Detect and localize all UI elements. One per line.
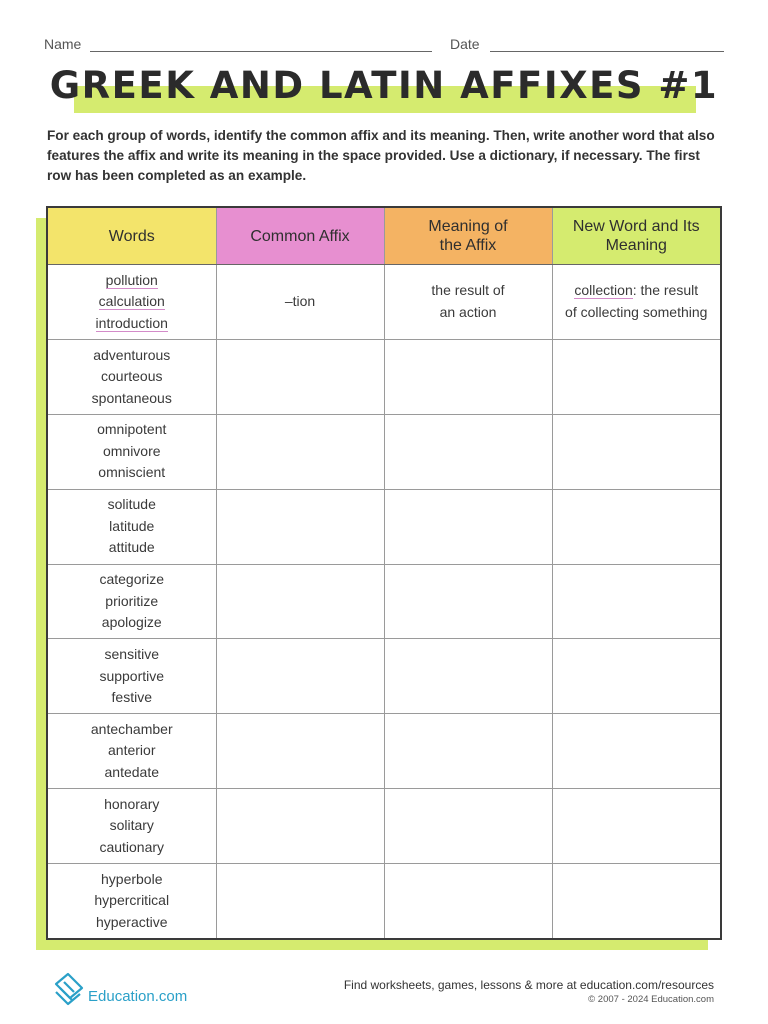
header-common-affix: Common Affix — [216, 207, 384, 265]
meaning-line: the result of — [431, 282, 505, 299]
meaning-line: an action — [439, 303, 497, 320]
word: hypercritical — [94, 892, 170, 909]
name-date-row — [44, 36, 724, 56]
header-words: Words — [47, 207, 216, 265]
word: solitary — [109, 817, 154, 834]
word: anterior — [108, 742, 156, 759]
header-meaning-text: Meaning of the Affix — [428, 218, 508, 254]
word: spontaneous — [91, 389, 172, 406]
word: omnipotent — [97, 421, 167, 438]
words-cell — [47, 265, 216, 340]
table-row — [47, 564, 721, 639]
footer-tagline[interactable]: Find worksheets, games, lessons & more at education.com/resources — [343, 978, 714, 992]
word: pollution — [105, 271, 158, 288]
table-row — [47, 789, 721, 864]
new-word-cell[interactable] — [552, 564, 721, 639]
affix-cell[interactable] — [216, 489, 384, 564]
new-word-cell[interactable] — [552, 639, 721, 714]
meaning-cell[interactable] — [384, 864, 552, 940]
word: hyperbole — [101, 870, 163, 887]
meaning-cell[interactable] — [384, 639, 552, 714]
word: hyperactive — [95, 913, 168, 930]
word: latitude — [109, 517, 155, 534]
education-logo-icon — [52, 970, 86, 1010]
affix-cell: –tion — [216, 265, 384, 340]
affix-cell[interactable] — [216, 714, 384, 789]
new-word-meaning: : the result — [632, 282, 699, 299]
affix-table — [46, 206, 722, 940]
name-line[interactable] — [90, 51, 432, 52]
word: introduction — [95, 314, 168, 331]
words-cell — [47, 564, 216, 639]
word: antechamber — [90, 720, 173, 737]
affix-cell[interactable] — [216, 864, 384, 940]
new-word-cell[interactable] — [552, 414, 721, 489]
word: omniscient — [98, 464, 166, 481]
affix-cell[interactable] — [216, 564, 384, 639]
new-word-cell[interactable] — [552, 714, 721, 789]
name-label: Name — [44, 36, 82, 52]
table-row — [47, 864, 721, 940]
word: honorary — [104, 795, 160, 812]
meaning-cell[interactable] — [384, 714, 552, 789]
table-row — [47, 339, 721, 414]
word: solitude — [107, 496, 156, 513]
meaning-cell[interactable] — [384, 489, 552, 564]
page-title: GREEK AND LATIN AFFIXES #1 — [49, 64, 719, 107]
header-meaning — [384, 207, 552, 265]
word: prioritize — [105, 592, 159, 609]
word: cautionary — [99, 838, 165, 855]
new-word-cell[interactable] — [552, 339, 721, 414]
word: adventurous — [93, 346, 171, 363]
logo-text: Education.com — [88, 988, 188, 1005]
new-word-cell[interactable] — [552, 489, 721, 564]
affix-cell[interactable] — [216, 639, 384, 714]
words-cell — [47, 714, 216, 789]
meaning-cell — [384, 265, 552, 340]
word: courteous — [101, 368, 163, 385]
word: sensitive — [104, 646, 159, 663]
header-new-word — [552, 207, 721, 265]
word: apologize — [101, 614, 162, 631]
new-word-cell[interactable] — [552, 789, 721, 864]
education-logo — [52, 970, 222, 1010]
meaning-cell[interactable] — [384, 789, 552, 864]
table-header-row — [47, 207, 721, 265]
meaning-cell[interactable] — [384, 414, 552, 489]
table-row — [47, 714, 721, 789]
words-cell — [47, 639, 216, 714]
words-cell — [47, 339, 216, 414]
instructions: For each group of words, identify the common affix and its meaning. Then, write another word that also features the affix and write its meaning in the space provided. Use a dictionary, if necessary. The first row has been completed as an example. — [47, 128, 715, 183]
affix-cell[interactable] — [216, 414, 384, 489]
word: attitude — [108, 539, 155, 556]
word: antedate — [104, 763, 159, 780]
table-row — [47, 639, 721, 714]
date-line[interactable] — [490, 51, 724, 52]
new-word-cell[interactable] — [552, 864, 721, 940]
affix-cell[interactable] — [216, 339, 384, 414]
footer — [344, 978, 714, 1005]
word: omnivore — [102, 442, 161, 459]
word: festive — [111, 689, 152, 706]
table-row — [47, 489, 721, 564]
word: categorize — [99, 571, 165, 588]
table-row-example — [47, 265, 721, 340]
new-word: collection — [574, 282, 633, 299]
meaning-cell[interactable] — [384, 339, 552, 414]
words-cell — [47, 864, 216, 940]
title-block — [0, 62, 768, 118]
words-cell — [47, 489, 216, 564]
affix-cell[interactable] — [216, 789, 384, 864]
word: calculation — [98, 293, 165, 310]
words-cell — [47, 789, 216, 864]
table-row — [47, 414, 721, 489]
new-word-cell — [552, 265, 721, 340]
meaning-cell[interactable] — [384, 564, 552, 639]
word: supportive — [99, 667, 165, 684]
footer-copyright: © 2007 - 2024 Education.com — [588, 994, 714, 1005]
header-new-word-text: New Word and Its Meaning — [572, 218, 700, 254]
new-word-meaning-line2: of collecting something — [565, 303, 708, 320]
date-label: Date — [450, 36, 480, 52]
words-cell — [47, 414, 216, 489]
